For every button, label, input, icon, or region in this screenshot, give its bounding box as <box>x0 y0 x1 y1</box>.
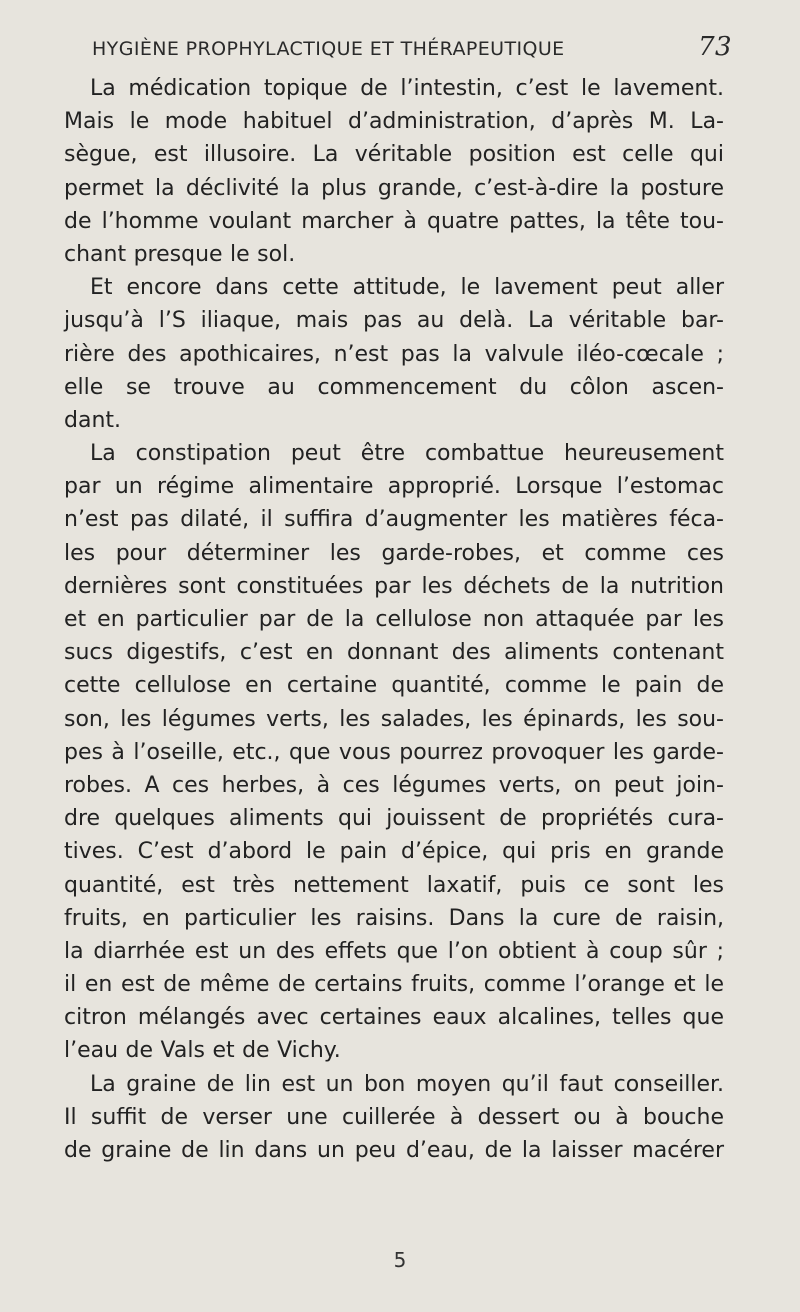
text-line: robes. A ces herbes, à ces légumes verts, on peut join- <box>64 772 724 798</box>
text-line: Et encore dans cette attitude, le lavement peut aller <box>90 275 724 301</box>
text-line: rière des apothicaires, n’est pas la valvule iléo-cœcale ; <box>64 341 724 367</box>
text-line: l’eau de Vals et de Vichy. <box>64 1038 341 1064</box>
page-number: 73 <box>698 32 732 62</box>
text-line: de graine de lin dans un peu d’eau, de la laisser macérer <box>64 1138 724 1163</box>
text-line: quantité, est très nettement laxatif, puis ce sont les <box>64 872 724 898</box>
text-line: jusqu’à l’S iliaque, mais pas au delà. La véritable bar- <box>64 308 724 334</box>
text-line: cette cellulose en certaine quantité, comme le pain de <box>64 673 724 699</box>
text-line: tives. C’est d’abord le pain d’épice, qui pris en grande <box>64 839 724 865</box>
text-line: la diarrhée est un des effets que l’on obtient à coup sûr ; <box>64 938 724 964</box>
text-line: sègue, est illusoire. La véritable position est celle qui <box>64 142 724 168</box>
text-line: les pour déterminer les garde-robes, et comme ces <box>64 540 724 566</box>
text-line: citron mélangés avec certaines eaux alcalines, telles que <box>64 1005 724 1031</box>
text-line: dant. <box>64 407 122 433</box>
text-line: fruits, en particulier les raisins. Dans la cure de raisin, <box>64 905 724 931</box>
text-line: pes à l’oseille, etc., que vous pourrez provoquer les garde- <box>64 739 724 765</box>
text-line: La médication topique de l’intestin, c’est le lavement. <box>90 76 724 101</box>
running-head <box>92 32 732 62</box>
text-line: La graine de lin est un bon moyen qu’il faut conseiller. <box>90 1071 724 1097</box>
text-line: Mais le mode habituel d’administration, d’après M. La- <box>64 109 724 135</box>
running-title: HYGIÈNE PROPHYLACTIQUE ET THÉRAPEUTIQUE <box>92 38 565 60</box>
text-line: n’est pas dilaté, il suffira d’augmenter les matières féca- <box>64 507 724 533</box>
text-line: il en est de même de certains fruits, comme l’orange et le <box>64 972 724 998</box>
text-line: son, les légumes verts, les salades, les épinards, les sou- <box>64 706 724 732</box>
text-line: elle se trouve au commencement du côlon ascen- <box>64 374 724 400</box>
signature-mark: 5 <box>393 1248 407 1272</box>
text-line: par un régime alimentaire approprié. Lorsque l’estomac <box>64 474 724 500</box>
text-line: permet la déclivité la plus grande, c’est-à-dire la posture <box>64 175 724 201</box>
text-line: et en particulier par de la cellulose non attaquée par les <box>64 607 724 632</box>
text-line: sucs digestifs, c’est en donnant des aliments contenant <box>64 640 724 666</box>
text-line: dre quelques aliments qui jouissent de propriétés cura- <box>64 806 724 832</box>
body-text <box>64 72 724 1167</box>
text-line: de l’homme voulant marcher à quatre pattes, la tête tou- <box>64 208 724 234</box>
text-line: Il suffit de verser une cuillerée à dessert ou à bouche <box>64 1104 724 1130</box>
text-line: chant presque le sol. <box>64 241 296 267</box>
text-line: dernières sont constituées par les déchets de la nutrition <box>64 573 724 599</box>
text-line: La constipation peut être combattue heureusement <box>90 441 724 467</box>
